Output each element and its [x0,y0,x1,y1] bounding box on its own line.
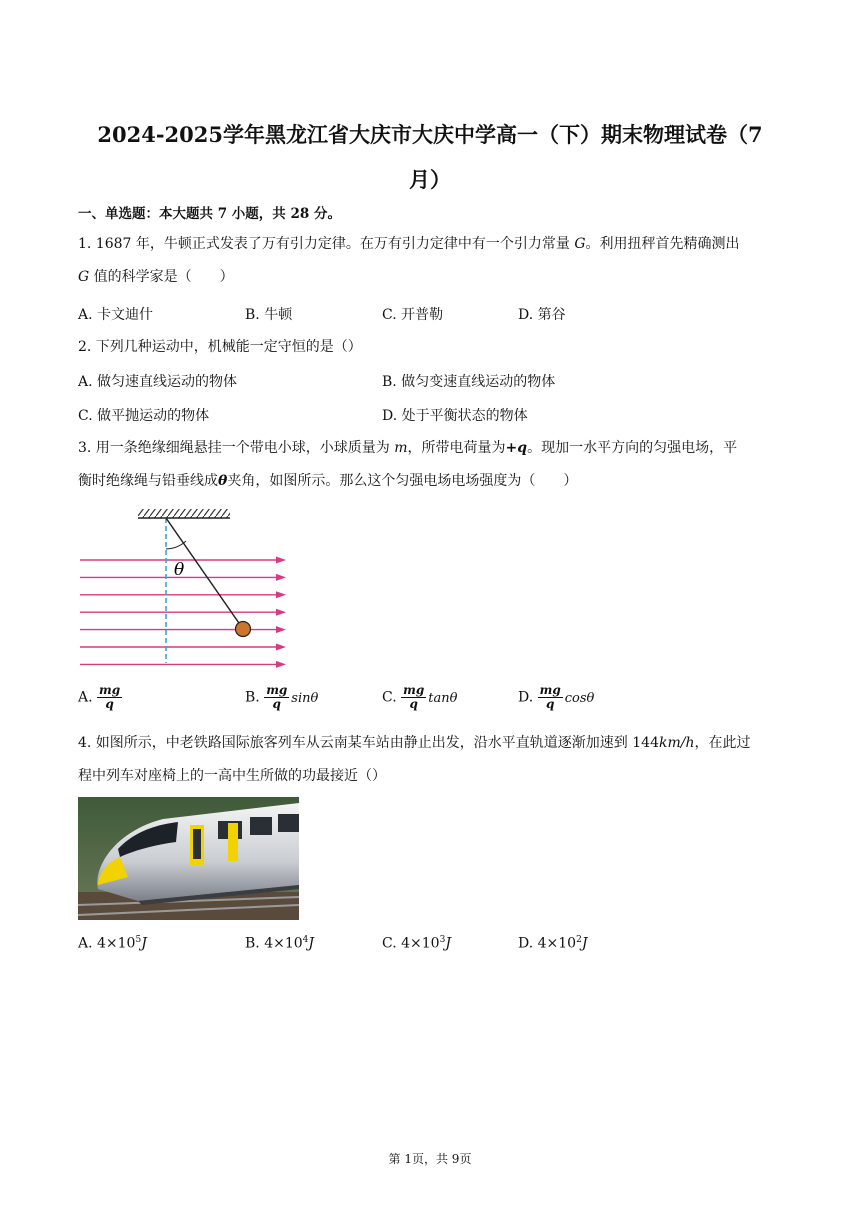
q1-option-c[interactable]: C. 开普勒 [382,307,444,323]
question-2: 2. 下列几种运动中，机械能一定守恒的是（） [78,339,362,355]
exam-title [40,112,820,202]
title-line-2: 月） [409,167,451,192]
q4-option-d[interactable]: D. $4\times 10^2J$ [518,935,588,952]
charged-ball [236,622,251,637]
q2-option-d[interactable]: D. 处于平衡状态的物体 [382,408,528,424]
q1-option-b[interactable]: B. 牛顿 [245,307,293,323]
question-4: 4. 如图所示，中老铁路国际旅客列车从云南某车站由静止出发，沿水平直轨道逐渐加速到 144km/h，在此过 程中列车对座椅上的一高中生所做的功最接近（） [78,735,751,784]
field-arrowhead [276,609,286,616]
fraction: $\frac{mg}{q}$ [99,683,121,711]
q3-option-a[interactable]: A. $\frac{mg}{q}$ [78,683,121,711]
field-arrowhead [276,644,286,651]
q1-option-d[interactable]: D. 第谷 [518,307,566,323]
theta-label: θ [174,560,185,580]
pendulum-field-diagram [78,500,298,675]
section-heading: 一、单选题：本大题共 7 小题，共 28 分。 [78,206,341,222]
fraction: $\frac{mg}{q}$ [539,683,561,711]
q3-option-d[interactable]: D. $\frac{mg}{q}$ cosθ [518,683,595,711]
question-3: 3. 用一条绝缘细绳悬挂一个带电小球，小球质量为 m，所带电荷量为+q。现加一水平方向的匀强电场，平 衡时绝缘绳与铅垂线成θ夹角，如图所示。那么这个匀强电场电场强度为（ ） [78,440,738,489]
field-arrowhead [276,661,286,668]
field-arrowhead [276,591,286,598]
field-arrowhead [276,626,286,633]
q2-option-a[interactable]: A. 做匀速直线运动的物体 [78,374,238,390]
q2-option-c[interactable]: C. 做平抛运动的物体 [78,408,210,424]
field-arrowhead [276,557,286,564]
question-1: 1. 1687 年，牛顿正式发表了万有引力定律。在万有引力定律中有一个引力常量 G。利用扭秤首先精确测出 G 值的科学家是（ ） [78,236,740,285]
q2-option-b[interactable]: B. 做匀变速直线运动的物体 [382,374,556,390]
page-footer: 第 1页，共 9页 [388,1152,472,1166]
q4-option-c[interactable]: C. $4\times 10^3J$ [382,935,451,952]
q4-option-a[interactable]: A. $4\times 10^5J$ [78,935,147,952]
train-photo [78,797,299,920]
q3-option-c[interactable]: C. $\frac{mg}{q}$ tanθ [382,683,458,711]
q1-option-a[interactable]: A. 卡文迪什 [78,307,154,323]
field-arrowhead [276,574,286,581]
fraction: $\frac{mg}{q}$ [403,683,425,711]
fraction: $\frac{mg}{q}$ [266,683,288,711]
ceiling-hatch [138,509,230,518]
title-line-1: 2024-2025学年黑龙江省大庆市大庆中学高一（下）期末物理试卷（7 [97,122,763,147]
q4-option-b[interactable]: B. $4\times 10^4J$ [245,935,314,952]
q3-option-b[interactable]: B. $\frac{mg}{q}$ sinθ [245,683,319,711]
